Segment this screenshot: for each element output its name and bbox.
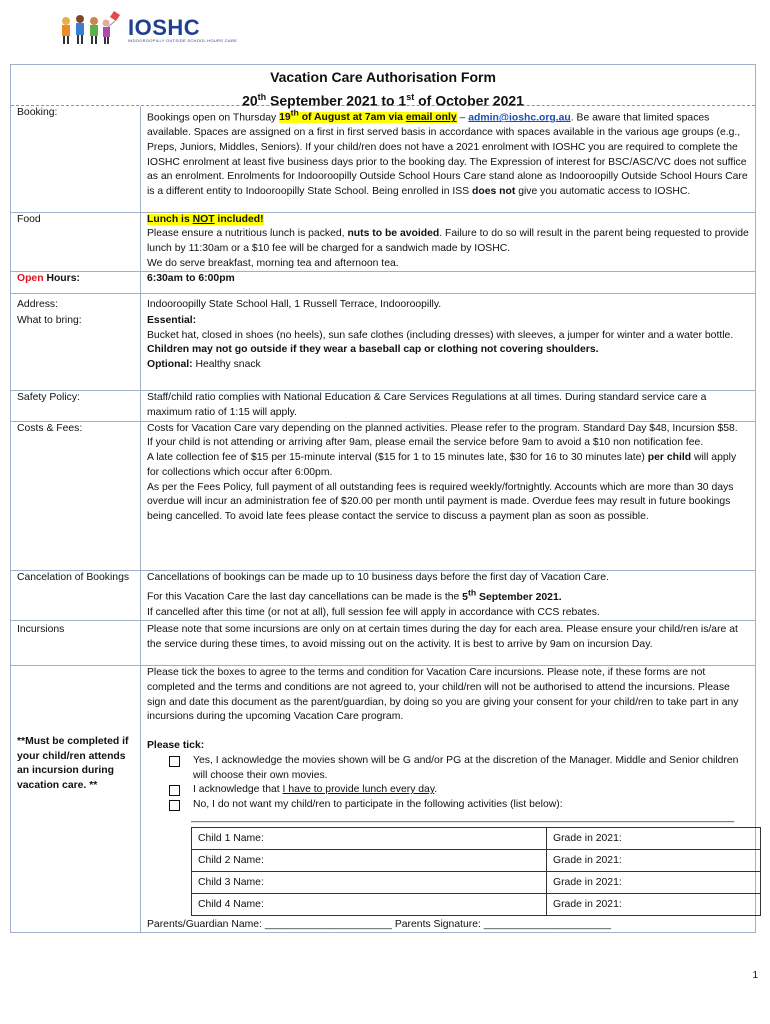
booking-label: Booking:: [11, 106, 141, 212]
safety-value: Staff/child ratio complies with National Education & Care Services Regulations at all times. During standard service care a maximum ratio of 1:15 will apply.: [141, 391, 756, 421]
child-name-field[interactable]: Child 2 Name:: [192, 849, 547, 871]
costs-row: [11, 421, 755, 570]
address-label: Address:: [11, 294, 141, 314]
authorisation-form: [10, 64, 756, 933]
address-value: Indooroopilly State School Hall, 1 Russell Terrace, Indooroopilly.: [147, 299, 442, 311]
cancel-text: Cancellations of bookings can be made up to 10 business days before the first day of Vacation Care. For this Vacation Care the last day cancellations can be made is the 5th September 2021. If cancelled after this time (or not at all), full session fee will apply in accordance with CCS rebates.: [141, 570, 756, 621]
child-row: [192, 871, 761, 893]
logo-subtitle: INDOOROOPILLY OUTSIDE SCHOOL HOURS CARE: [128, 38, 237, 43]
lunch-checkbox[interactable]: [169, 785, 180, 796]
consent-intro: Please tick the boxes to agree to the terms and condition for Vacation Care incursions. Please note, if these forms are not completed and the terms and conditions are not agreed to, your child/ren will not be authorised to attend the incursions. Please sign and date this document as the parent/guardian, by doing so you are giving your consent for your child/ren to take part in any incursions during the upcoming Vacation Care program.: [147, 667, 739, 723]
hours-value: 6:30am to 6:00pm: [141, 272, 756, 294]
title-line-1: Vacation Care Authorisation Form: [270, 69, 496, 85]
food-row: [11, 212, 755, 272]
incursions-value: Please note that some incursions are only on at certain times during the day for each area. Please ensure your child/ren is/are at the service during these times, to avoid missing out on the activity. It is best to arrive by 9am on incursion Day.: [141, 621, 756, 666]
children-kite-logo-icon: [58, 9, 122, 47]
cancel-row: [11, 570, 755, 621]
safety-row: [11, 391, 755, 421]
child-name-field[interactable]: Child 3 Name:: [192, 871, 547, 893]
costs-text: Costs for Vacation Care vary depending on the planned activities. Please refer to the program. Standard Day $48, Incursion $58. If your child is not attending or arriving after 9am, please email the service before 9am to avoid a $10 non notification fee. A late collection fee of $15 per 15-minute interval ($15 for 1 to 15 minutes late, $30 for 16 to 30 minutes late) per child will apply for collections which occur after 6:00pm. As per the Fees Policy, full payment of all outstanding fees is required weekly/fortnightly. Accounts which are more than 30 days overdue will incur an administration fee of $20.00 per month until payment is made. Overdue fees may result in future bookings being cancelled. To avoid late fees please contact the service to discuss a payment plan as soon as possible.: [141, 421, 756, 570]
booking-row: [11, 106, 755, 212]
form-table: [11, 106, 755, 932]
email-link[interactable]: admin@ioshc.org.au: [468, 112, 571, 124]
page-number: 1: [752, 970, 758, 981]
form-title: [11, 65, 755, 109]
activities-blank-line[interactable]: ______________________________________________________________________________________________: [191, 812, 735, 823]
child-grade-field[interactable]: Grade in 2021:: [547, 849, 761, 871]
logo-text: IOSHC: [128, 15, 201, 40]
title-line-2: 20th September 2021 to 1st of October 2021: [242, 92, 524, 109]
children-table: [191, 827, 761, 916]
bring-label: What to bring:: [11, 314, 141, 391]
hours-label: Open Hours:: [11, 272, 141, 294]
food-label: Food: [11, 212, 141, 272]
bring-text: Essential: Bucket hat, closed in shoes (no heels), sun safe clothes (including dresses) with sleeves, a jumper for winter and a water bottle. Children may not go outside if they wear a baseball cap or clothing not covering shoulders. Optional: Healthy snack: [141, 314, 756, 391]
costs-label: Costs & Fees:: [11, 421, 141, 570]
address-row: [11, 294, 755, 314]
booking-text: Bookings open on Thursday 19th of August at 7am via email only – admin@ioshc.org.au. Be aware that limited spaces available. Spaces are assigned on a first in first served basis in accordance with spaces available in the various age groups (e.g., Preps, Juniors, Middles, Seniors). If your child/ren does not have a 2021 enrolment with IOSHC you are required to complete the IOSHC enrolment at least five business days prior to the booking day. The Expression of interest for BSC/ASC/VC does not suffice as an enrolment. Enrolments for Indooroopilly Outside School Hours Care stand alone as Indooroopilly Outside School Hours Care is a different entity to Indooroopilly State School. Being enrolled in ISS does not give you automatic access to IOSHC.: [141, 106, 756, 212]
booking-highlight: 19th of August at 7am via email only: [279, 108, 457, 124]
cancel-label: Cancelation of Bookings: [11, 570, 141, 621]
safety-label: Safety Policy:: [11, 391, 141, 421]
child-name-field[interactable]: Child 1 Name:: [192, 827, 547, 849]
tick-movies: Yes, I acknowledge the movies shown will be G and/or PG at the discretion of the Manager. Middle and Senior children will choose their own movies.: [147, 754, 749, 783]
tick-heading: Please tick:: [147, 740, 205, 752]
incursions-label: Incursions: [11, 621, 141, 666]
child-row: [192, 827, 761, 849]
child-row: [192, 849, 761, 871]
lunch-highlight: Lunch is NOT included!: [147, 213, 264, 225]
signature-line[interactable]: Parents/Guardian Name: ______________________ Parents Signature: ______________________: [147, 918, 611, 930]
child-grade-field[interactable]: Grade in 2021:: [547, 871, 761, 893]
incursions-row: [11, 621, 755, 666]
bring-row: [11, 314, 755, 391]
child-grade-field[interactable]: Grade in 2021:: [547, 893, 761, 915]
hours-row: [11, 272, 755, 294]
consent-label: **Must be completed if your child/ren attends an incursion during vacation care. **: [11, 666, 141, 933]
consent-text: [141, 666, 756, 933]
tick-lunch: I acknowledge that I have to provide lunch every day.: [147, 783, 749, 798]
tick-optout: No, I do not want my child/ren to participate in the following activities (list below):: [147, 798, 749, 813]
child-grade-field[interactable]: Grade in 2021:: [547, 827, 761, 849]
optout-checkbox[interactable]: [169, 800, 180, 811]
consent-row: [11, 666, 755, 933]
child-row: [192, 893, 761, 915]
child-name-field[interactable]: Child 4 Name:: [192, 893, 547, 915]
food-text: Lunch is NOT included! Please ensure a nutritious lunch is packed, nuts to be avoided. Failure to do so will result in the parent being requested to provide lunch by 11:30am or a $10 fee will be charged for a sandwich made by IOSHC. We do serve breakfast, morning tea and afternoon tea.: [141, 212, 756, 272]
movies-checkbox[interactable]: [169, 756, 180, 767]
